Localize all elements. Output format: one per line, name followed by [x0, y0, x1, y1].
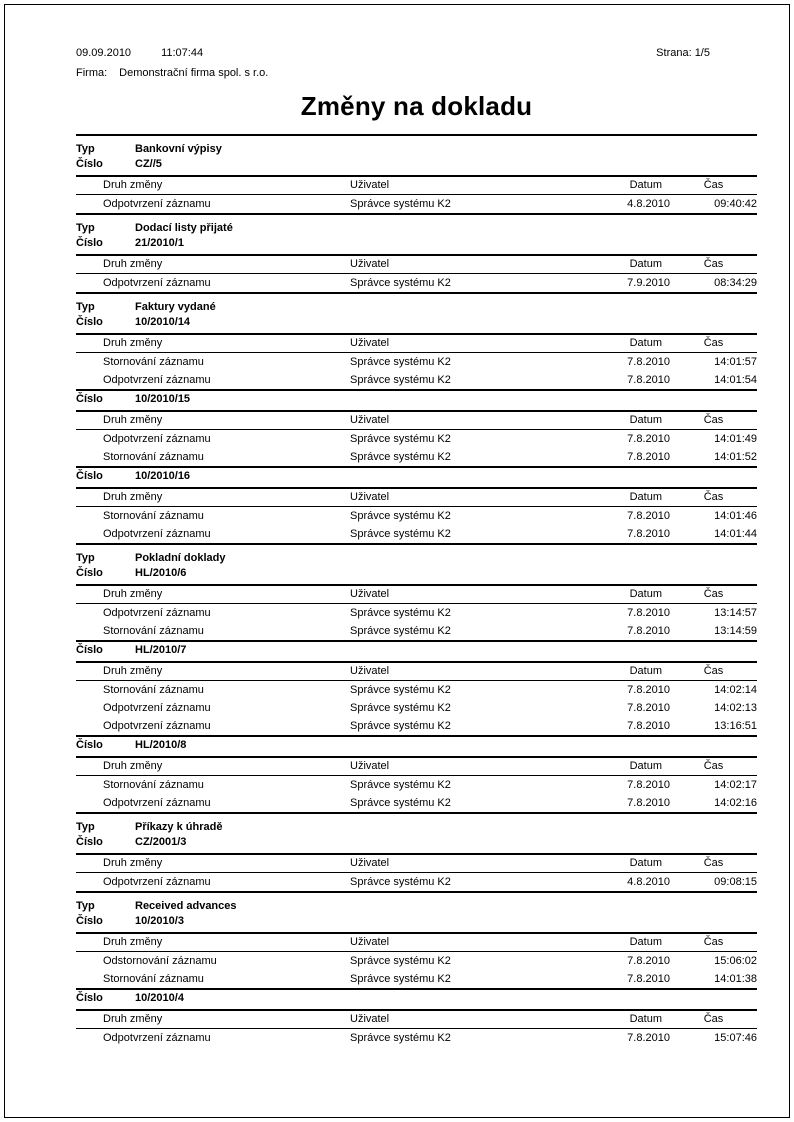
section [76, 900, 757, 1047]
column-header-datum: Datum [629, 588, 662, 600]
cell-datum: 7.8.2010 [627, 607, 670, 619]
column-header-datum: Datum [629, 936, 662, 948]
column-header-druh-zmeny: Druh změny [103, 1013, 163, 1025]
cell-uzivatel: Správce systému K2 [350, 720, 451, 732]
report-meta-row [76, 48, 757, 59]
typ-label: Typ [76, 301, 95, 313]
table-row [76, 353, 757, 371]
cislo-label: Číslo [76, 644, 103, 656]
block-bottom-line [76, 812, 757, 814]
typ-label: Typ [76, 552, 95, 564]
cell-datum: 7.8.2010 [627, 955, 670, 967]
cell-uzivatel: Správce systému K2 [350, 1032, 451, 1044]
section [76, 222, 757, 294]
cislo-value: 10/2010/16 [135, 470, 191, 482]
cell-datum: 7.8.2010 [627, 1032, 670, 1044]
cell-uzivatel: Správce systému K2 [350, 510, 451, 522]
report-page [76, 48, 757, 1047]
table-row [76, 507, 757, 525]
cell-cas: 15:07:46 [714, 1032, 757, 1044]
cell-druh-zmeny: Odpotvrzení záznamu [103, 720, 211, 732]
cell-cas: 14:01:49 [714, 433, 757, 445]
column-header-cas: Čas [703, 760, 724, 772]
block-bottom-line [76, 389, 757, 391]
cell-druh-zmeny: Odpotvrzení záznamu [103, 876, 211, 888]
cislo-label: Číslo [76, 992, 103, 1004]
column-header-uzivatel: Uživatel [350, 1013, 390, 1025]
cell-cas: 14:02:16 [714, 797, 757, 809]
cell-datum: 7.8.2010 [627, 720, 670, 732]
cislo-row [76, 836, 757, 849]
column-header-druh-zmeny: Druh změny [103, 179, 163, 191]
table-row [76, 970, 757, 988]
cell-uzivatel: Správce systému K2 [350, 374, 451, 386]
table-row [76, 794, 757, 812]
cislo-value: HL/2010/7 [135, 644, 187, 656]
column-header-datum: Datum [629, 1013, 662, 1025]
cislo-row [76, 567, 757, 580]
firm-label: Firma: [76, 67, 108, 79]
table-row [76, 195, 757, 213]
table-header-row [76, 855, 757, 872]
cislo-value: 10/2010/4 [135, 992, 184, 1004]
cell-cas: 14:01:54 [714, 374, 757, 386]
table-header-row [76, 758, 757, 775]
typ-row [76, 900, 757, 913]
column-header-uzivatel: Uživatel [350, 665, 390, 677]
cislo-label: Číslo [76, 567, 103, 579]
cell-datum: 7.8.2010 [627, 973, 670, 985]
cell-cas: 09:08:15 [714, 876, 757, 888]
cislo-row [76, 644, 757, 657]
cell-uzivatel: Správce systému K2 [350, 277, 451, 289]
typ-label: Typ [76, 821, 95, 833]
cell-uzivatel: Správce systému K2 [350, 356, 451, 368]
cell-datum: 7.8.2010 [627, 374, 670, 386]
block-bottom-line [76, 213, 757, 215]
table-header-row [76, 412, 757, 429]
column-header-cas: Čas [703, 665, 724, 677]
cislo-value: CZ/2001/3 [135, 836, 187, 848]
table-row [76, 681, 757, 699]
cislo-row [76, 739, 757, 752]
cell-datum: 7.8.2010 [627, 684, 670, 696]
typ-label: Typ [76, 143, 95, 155]
table-header-row [76, 177, 757, 194]
cell-uzivatel: Správce systému K2 [350, 684, 451, 696]
column-header-cas: Čas [703, 857, 724, 869]
cell-uzivatel: Správce systému K2 [350, 625, 451, 637]
report-date: 09.09.2010 [76, 47, 132, 59]
column-header-uzivatel: Uživatel [350, 337, 390, 349]
typ-row [76, 821, 757, 834]
table-header-row [76, 663, 757, 680]
column-header-druh-zmeny: Druh změny [103, 857, 163, 869]
report-title: Změny na dokladu [300, 91, 533, 121]
cell-druh-zmeny: Odpotvrzení záznamu [103, 528, 211, 540]
cislo-row [76, 393, 757, 406]
column-header-datum: Datum [629, 337, 662, 349]
cell-uzivatel: Správce systému K2 [350, 876, 451, 888]
section [76, 821, 757, 893]
cell-cas: 14:01:57 [714, 356, 757, 368]
block-bottom-line [76, 292, 757, 294]
column-header-druh-zmeny: Druh změny [103, 258, 163, 270]
table-header-row [76, 256, 757, 273]
cell-cas: 15:06:02 [714, 955, 757, 967]
column-header-uzivatel: Uživatel [350, 179, 390, 191]
cislo-value: HL/2010/8 [135, 739, 187, 751]
column-header-druh-zmeny: Druh změny [103, 936, 163, 948]
cell-datum: 7.8.2010 [627, 797, 670, 809]
cell-druh-zmeny: Odpotvrzení záznamu [103, 607, 211, 619]
column-header-druh-zmeny: Druh změny [103, 491, 163, 503]
table-row [76, 371, 757, 389]
column-header-cas: Čas [703, 491, 724, 503]
cell-cas: 13:16:51 [714, 720, 757, 732]
typ-row [76, 301, 757, 314]
cell-druh-zmeny: Stornování záznamu [103, 779, 204, 791]
table-header-row [76, 1011, 757, 1028]
cell-uzivatel: Správce systému K2 [350, 433, 451, 445]
column-header-datum: Datum [629, 857, 662, 869]
cislo-value: 10/2010/3 [135, 915, 184, 927]
firm-row [76, 68, 757, 79]
cislo-row [76, 915, 757, 928]
table-header-row [76, 586, 757, 603]
block-bottom-line [76, 891, 757, 893]
cell-datum: 7.8.2010 [627, 356, 670, 368]
cell-cas: 14:01:38 [714, 973, 757, 985]
column-header-datum: Datum [629, 665, 662, 677]
column-header-uzivatel: Uživatel [350, 414, 390, 426]
cell-uzivatel: Správce systému K2 [350, 607, 451, 619]
cell-cas: 14:01:52 [714, 451, 757, 463]
column-header-uzivatel: Uživatel [350, 588, 390, 600]
cell-datum: 7.8.2010 [627, 451, 670, 463]
cislo-label: Číslo [76, 158, 103, 170]
cell-datum: 7.8.2010 [627, 779, 670, 791]
cell-uzivatel: Správce systému K2 [350, 797, 451, 809]
table-row [76, 622, 757, 640]
column-header-datum: Datum [629, 760, 662, 772]
cell-cas: 14:02:14 [714, 684, 757, 696]
column-header-cas: Čas [703, 258, 724, 270]
table-row [76, 274, 757, 292]
typ-value: Faktury vydané [135, 301, 216, 313]
section [76, 301, 757, 545]
cell-cas: 14:01:44 [714, 528, 757, 540]
section [76, 552, 757, 814]
table-row [76, 430, 757, 448]
cell-datum: 7.9.2010 [627, 277, 670, 289]
typ-row [76, 222, 757, 235]
cell-uzivatel: Správce systému K2 [350, 779, 451, 791]
cell-uzivatel: Správce systému K2 [350, 702, 451, 714]
cislo-value: 21/2010/1 [135, 237, 184, 249]
table-row [76, 525, 757, 543]
cell-druh-zmeny: Stornování záznamu [103, 684, 204, 696]
firm-name: Demonstrační firma spol. s r.o. [119, 67, 269, 79]
table-row [76, 873, 757, 891]
cell-druh-zmeny: Stornování záznamu [103, 625, 204, 637]
column-header-uzivatel: Uživatel [350, 936, 390, 948]
block-bottom-line [76, 640, 757, 642]
cell-druh-zmeny: Odpotvrzení záznamu [103, 797, 211, 809]
cell-uzivatel: Správce systému K2 [350, 528, 451, 540]
cislo-value: 10/2010/15 [135, 393, 191, 405]
block-bottom-line [76, 543, 757, 545]
cislo-value: CZ//5 [135, 158, 162, 170]
column-header-datum: Datum [629, 491, 662, 503]
cislo-row [76, 237, 757, 250]
report-top-line [76, 134, 757, 136]
cell-druh-zmeny: Odpotvrzení záznamu [103, 702, 211, 714]
report-time: 11:07:44 [161, 47, 204, 59]
typ-row [76, 143, 757, 156]
typ-value: Pokladní doklady [135, 552, 226, 564]
typ-row [76, 552, 757, 565]
cell-cas: 14:01:46 [714, 510, 757, 522]
cell-datum: 4.8.2010 [627, 876, 670, 888]
typ-value: Received advances [135, 900, 237, 912]
column-header-datum: Datum [629, 179, 662, 191]
column-header-datum: Datum [629, 258, 662, 270]
sections-container [76, 134, 757, 1047]
cell-uzivatel: Správce systému K2 [350, 973, 451, 985]
table-header-row [76, 335, 757, 352]
column-header-uzivatel: Uživatel [350, 491, 390, 503]
cell-druh-zmeny: Stornování záznamu [103, 356, 204, 368]
column-header-cas: Čas [703, 1013, 724, 1025]
cell-datum: 4.8.2010 [627, 198, 670, 210]
cell-datum: 7.8.2010 [627, 510, 670, 522]
page-number: Strana: 1/5 [656, 47, 710, 59]
cislo-row [76, 158, 757, 171]
cell-cas: 14:02:17 [714, 779, 757, 791]
cell-druh-zmeny: Stornování záznamu [103, 451, 204, 463]
table-row [76, 604, 757, 622]
column-header-cas: Čas [703, 414, 724, 426]
column-header-cas: Čas [703, 936, 724, 948]
column-header-uzivatel: Uživatel [350, 760, 390, 772]
cislo-row [76, 992, 757, 1005]
cell-cas: 14:02:13 [714, 702, 757, 714]
cell-uzivatel: Správce systému K2 [350, 955, 451, 967]
cell-datum: 7.8.2010 [627, 433, 670, 445]
column-header-cas: Čas [703, 179, 724, 191]
cell-cas: 13:14:59 [714, 625, 757, 637]
column-header-druh-zmeny: Druh změny [103, 665, 163, 677]
cell-druh-zmeny: Stornování záznamu [103, 510, 204, 522]
column-header-cas: Čas [703, 337, 724, 349]
cell-datum: 7.8.2010 [627, 702, 670, 714]
cell-druh-zmeny: Odpotvrzení záznamu [103, 198, 211, 210]
table-row [76, 952, 757, 970]
cell-cas: 13:14:57 [714, 607, 757, 619]
cislo-label: Číslo [76, 836, 103, 848]
block-bottom-line [76, 735, 757, 737]
cell-druh-zmeny: Odstornování záznamu [103, 955, 217, 967]
cell-druh-zmeny: Odpotvrzení záznamu [103, 277, 211, 289]
column-header-druh-zmeny: Druh změny [103, 414, 163, 426]
column-header-uzivatel: Uživatel [350, 857, 390, 869]
cislo-label: Číslo [76, 237, 103, 249]
block-bottom-line [76, 988, 757, 990]
typ-value: Dodací listy přijaté [135, 222, 233, 234]
cell-cas: 08:34:29 [714, 277, 757, 289]
column-header-datum: Datum [629, 414, 662, 426]
section [76, 143, 757, 215]
typ-value: Příkazy k úhradě [135, 821, 223, 833]
column-header-druh-zmeny: Druh změny [103, 337, 163, 349]
table-row [76, 776, 757, 794]
typ-value: Bankovní výpisy [135, 143, 222, 155]
cislo-label: Číslo [76, 739, 103, 751]
table-header-row [76, 489, 757, 506]
table-row [76, 699, 757, 717]
cislo-label: Číslo [76, 470, 103, 482]
report-datetime [76, 48, 203, 59]
cell-druh-zmeny: Stornování záznamu [103, 973, 204, 985]
cell-datum: 7.8.2010 [627, 625, 670, 637]
cell-druh-zmeny: Odpotvrzení záznamu [103, 374, 211, 386]
cislo-label: Číslo [76, 393, 103, 405]
cislo-row [76, 470, 757, 483]
cislo-row [76, 316, 757, 329]
cislo-value: HL/2010/6 [135, 567, 187, 579]
cell-uzivatel: Správce systému K2 [350, 198, 451, 210]
column-header-druh-zmeny: Druh změny [103, 588, 163, 600]
cell-druh-zmeny: Odpotvrzení záznamu [103, 1032, 211, 1044]
cell-datum: 7.8.2010 [627, 528, 670, 540]
cell-uzivatel: Správce systému K2 [350, 451, 451, 463]
cislo-label: Číslo [76, 915, 103, 927]
table-row [76, 717, 757, 735]
table-row [76, 448, 757, 466]
cell-druh-zmeny: Odpotvrzení záznamu [103, 433, 211, 445]
typ-label: Typ [76, 900, 95, 912]
column-header-cas: Čas [703, 588, 724, 600]
column-header-druh-zmeny: Druh změny [103, 760, 163, 772]
block-bottom-line [76, 466, 757, 468]
cislo-label: Číslo [76, 316, 103, 328]
cell-cas: 09:40:42 [714, 198, 757, 210]
typ-label: Typ [76, 222, 95, 234]
table-header-row [76, 934, 757, 951]
column-header-uzivatel: Uživatel [350, 258, 390, 270]
cislo-value: 10/2010/14 [135, 316, 191, 328]
table-row [76, 1029, 757, 1047]
